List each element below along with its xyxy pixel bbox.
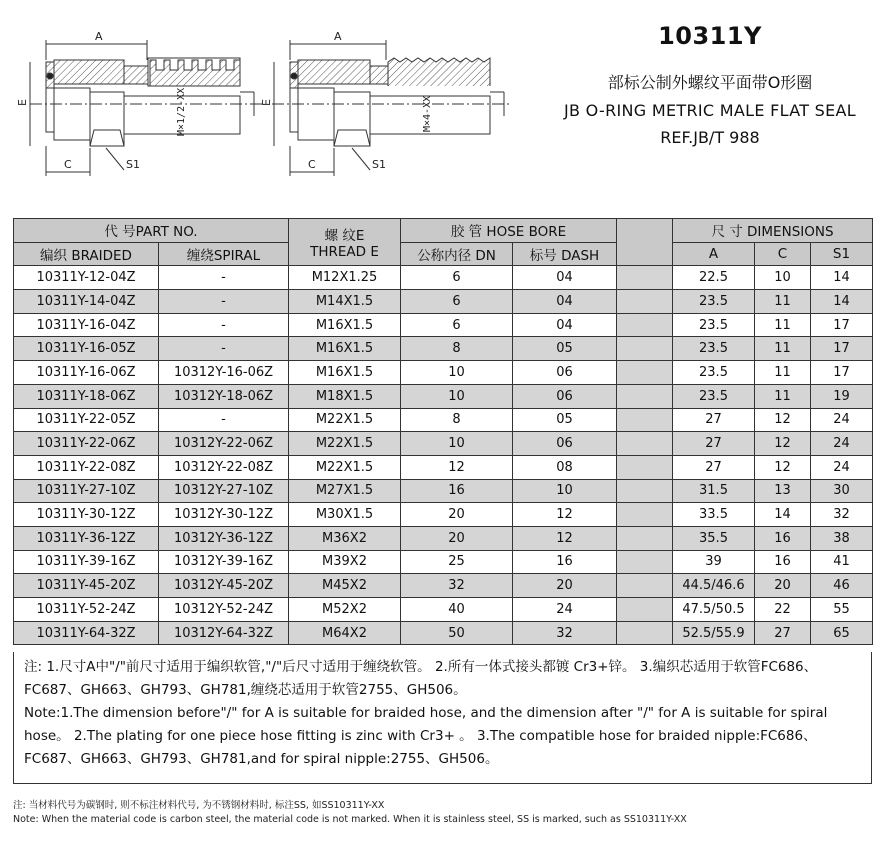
cell-s1: 24	[811, 432, 873, 456]
cell-dash: 05	[513, 408, 617, 432]
cell-braided: 10311Y-22-05Z	[14, 408, 159, 432]
cell-thread: M22X1.5	[289, 408, 401, 432]
cell-s1: 14	[811, 266, 873, 290]
header-braided: 编织 BRAIDED	[14, 242, 159, 266]
cell-thread: M64X2	[289, 621, 401, 645]
cell-c: 11	[755, 384, 811, 408]
cell-dash: 12	[513, 503, 617, 527]
note-english: Note:1.The dimension before"/" for A is suitable for braided hose, and the dimension after "/" for A is suitable for spiral hose。 2.The plating for one piece hose fitting is zinc with Cr3+ 。 3.The compatible hose for braided nipple:FC686、FC687、GH663、GH793、GH781,and for spiral nipple:2755、GH506。	[24, 705, 828, 767]
spec-table-body	[14, 266, 873, 645]
cell-spiral: 10312Y-52-24Z	[159, 598, 289, 622]
drawing1-dim-a: A	[95, 30, 103, 43]
table-row	[14, 455, 873, 479]
cell-braided: 10311Y-22-06Z	[14, 432, 159, 456]
cell-c: 11	[755, 337, 811, 361]
notes-box	[13, 652, 872, 784]
cell-a: 47.5/50.5	[673, 598, 755, 622]
cell-c: 11	[755, 361, 811, 385]
cell-braided: 10311Y-16-04Z	[14, 313, 159, 337]
drawing-braided	[30, 40, 262, 176]
cell-c: 20	[755, 574, 811, 598]
cell-dash: 04	[513, 313, 617, 337]
drawing2-thread-label: M×4-XX	[422, 95, 433, 132]
header-part-no: 代 号PART NO.	[14, 219, 289, 243]
cell-c: 27	[755, 621, 811, 645]
cell-thread: M45X2	[289, 574, 401, 598]
cell-spiral: 10312Y-22-08Z	[159, 455, 289, 479]
cell-s1: 17	[811, 337, 873, 361]
cell-c: 22	[755, 598, 811, 622]
cell-spiral: 10312Y-18-06Z	[159, 384, 289, 408]
cell-c: 11	[755, 290, 811, 314]
cell-braided: 10311Y-52-24Z	[14, 598, 159, 622]
table-row	[14, 479, 873, 503]
cell-dash: 06	[513, 384, 617, 408]
cell-dn: 20	[401, 526, 513, 550]
table-row	[14, 384, 873, 408]
table-row	[14, 337, 873, 361]
drawing1-dim-c: C	[64, 158, 72, 171]
cell-braided: 10311Y-12-04Z	[14, 266, 159, 290]
cell-dash: 10	[513, 479, 617, 503]
header-block	[560, 22, 860, 147]
header-hose-bore: 胶 管 HOSE BORE	[401, 219, 617, 243]
table-row	[14, 290, 873, 314]
cell-a: 27	[673, 455, 755, 479]
cell-braided: 10311Y-36-12Z	[14, 526, 159, 550]
cell-spiral: 10312Y-30-12Z	[159, 503, 289, 527]
cell-c: 14	[755, 503, 811, 527]
header-spiral: 缠绕SPIRAL	[159, 242, 289, 266]
cell-dn: 6	[401, 313, 513, 337]
table-row	[14, 550, 873, 574]
table-row	[14, 574, 873, 598]
table-row	[14, 361, 873, 385]
cell-dash: 12	[513, 526, 617, 550]
spec-table	[13, 218, 873, 645]
cell-dash: 16	[513, 550, 617, 574]
cell-s1: 38	[811, 526, 873, 550]
footnote-chinese: 注: 当材料代号为碳钢时, 则不标注材料代号, 为不锈钢材料时, 标注SS, 如SS10311Y-XX	[13, 800, 385, 811]
cell-spiral: 10312Y-45-20Z	[159, 574, 289, 598]
cell-dash: 24	[513, 598, 617, 622]
cell-s1: 19	[811, 384, 873, 408]
fitting-drawing-svg	[0, 0, 520, 200]
cell-spiral: 10312Y-27-10Z	[159, 479, 289, 503]
cell-a: 27	[673, 408, 755, 432]
table-row	[14, 313, 873, 337]
model-number: 10311Y	[658, 22, 762, 50]
drawing1-dim-e: E	[16, 99, 29, 106]
cell-dn: 10	[401, 432, 513, 456]
technical-drawings	[0, 0, 520, 200]
gap-cell	[617, 598, 673, 622]
cell-spiral: -	[159, 266, 289, 290]
table-row	[14, 266, 873, 290]
header-dn: 公称内径 DN	[401, 242, 513, 266]
cell-dn: 25	[401, 550, 513, 574]
cell-dn: 20	[401, 503, 513, 527]
drawing2-dim-e: E	[260, 99, 273, 106]
header-dimensions: 尺 寸 DIMENSIONS	[673, 219, 873, 243]
cell-thread: M18X1.5	[289, 384, 401, 408]
gap-cell	[617, 337, 673, 361]
drawing-spiral	[272, 40, 512, 176]
cell-spiral: -	[159, 313, 289, 337]
cell-thread: M22X1.5	[289, 432, 401, 456]
footnote-english: Note: When the material code is carbon steel, the material code is not marked. When it is stainless steel, SS is marked, such as SS10311Y-XX	[13, 814, 687, 825]
drawing2-dim-a: A	[334, 30, 342, 43]
drawing2-dim-s1: S1	[372, 158, 386, 171]
cell-s1: 17	[811, 313, 873, 337]
cell-c: 12	[755, 432, 811, 456]
gap-cell	[617, 432, 673, 456]
cell-c: 16	[755, 550, 811, 574]
header-dash: 标号 DASH	[513, 242, 617, 266]
cell-spiral: 10312Y-36-12Z	[159, 526, 289, 550]
cell-dn: 6	[401, 290, 513, 314]
gap-cell	[617, 290, 673, 314]
cell-thread: M36X2	[289, 526, 401, 550]
table-row	[14, 408, 873, 432]
cell-braided: 10311Y-30-12Z	[14, 503, 159, 527]
cell-spiral: 10312Y-39-16Z	[159, 550, 289, 574]
cell-a: 23.5	[673, 313, 755, 337]
cell-a: 52.5/55.9	[673, 621, 755, 645]
cell-s1: 24	[811, 455, 873, 479]
cell-dash: 04	[513, 266, 617, 290]
table-row	[14, 432, 873, 456]
cell-dn: 16	[401, 479, 513, 503]
cell-dash: 06	[513, 361, 617, 385]
cell-thread: M16X1.5	[289, 337, 401, 361]
header-thread-en: THREAD E	[310, 244, 379, 261]
cell-dash: 04	[513, 290, 617, 314]
cell-c: 12	[755, 455, 811, 479]
cell-a: 39	[673, 550, 755, 574]
gap-cell	[617, 574, 673, 598]
cell-a: 23.5	[673, 290, 755, 314]
cell-dn: 32	[401, 574, 513, 598]
table-row	[14, 621, 873, 645]
cell-a: 27	[673, 432, 755, 456]
gap-cell	[617, 479, 673, 503]
header-gap	[617, 219, 673, 266]
cell-spiral: -	[159, 408, 289, 432]
cell-thread: M30X1.5	[289, 503, 401, 527]
cell-s1: 14	[811, 290, 873, 314]
cell-thread: M16X1.5	[289, 361, 401, 385]
cell-s1: 30	[811, 479, 873, 503]
cell-c: 13	[755, 479, 811, 503]
cell-dn: 10	[401, 361, 513, 385]
drawing1-dim-s1: S1	[126, 158, 140, 171]
gap-cell	[617, 503, 673, 527]
cell-braided: 10311Y-27-10Z	[14, 479, 159, 503]
cell-a: 35.5	[673, 526, 755, 550]
reference-standard: REF.JB/T 988	[660, 128, 760, 147]
title-chinese: 部标公制外螺纹平面带O形圈	[607, 73, 813, 92]
gap-cell	[617, 384, 673, 408]
gap-cell	[617, 526, 673, 550]
drawing1-thread-label: M×1/2-XX	[176, 87, 187, 136]
cell-s1: 46	[811, 574, 873, 598]
cell-thread: M12X1.25	[289, 266, 401, 290]
table-row	[14, 503, 873, 527]
cell-dn: 50	[401, 621, 513, 645]
table-row	[14, 526, 873, 550]
gap-cell	[617, 550, 673, 574]
cell-dn: 6	[401, 266, 513, 290]
cell-dash: 05	[513, 337, 617, 361]
cell-thread: M27X1.5	[289, 479, 401, 503]
gap-cell	[617, 361, 673, 385]
cell-dn: 10	[401, 384, 513, 408]
cell-dash: 06	[513, 432, 617, 456]
cell-c: 16	[755, 526, 811, 550]
cell-braided: 10311Y-16-06Z	[14, 361, 159, 385]
cell-dn: 12	[401, 455, 513, 479]
title-english: JB O-RING METRIC MALE FLAT SEAL	[564, 101, 856, 120]
cell-dash: 20	[513, 574, 617, 598]
cell-s1: 24	[811, 408, 873, 432]
header-c: C	[755, 242, 811, 266]
cell-dash: 32	[513, 621, 617, 645]
cell-s1: 55	[811, 598, 873, 622]
cell-spiral: -	[159, 290, 289, 314]
cell-s1: 17	[811, 361, 873, 385]
gap-cell	[617, 408, 673, 432]
header-a: A	[673, 242, 755, 266]
cell-spiral: 10312Y-22-06Z	[159, 432, 289, 456]
cell-c: 12	[755, 408, 811, 432]
cell-braided: 10311Y-45-20Z	[14, 574, 159, 598]
cell-thread: M14X1.5	[289, 290, 401, 314]
cell-s1: 65	[811, 621, 873, 645]
cell-braided: 10311Y-18-06Z	[14, 384, 159, 408]
cell-spiral: 10312Y-64-32Z	[159, 621, 289, 645]
cell-a: 22.5	[673, 266, 755, 290]
cell-dn: 40	[401, 598, 513, 622]
table-row	[14, 598, 873, 622]
cell-thread: M22X1.5	[289, 455, 401, 479]
cell-a: 33.5	[673, 503, 755, 527]
gap-cell	[617, 313, 673, 337]
cell-spiral: 10312Y-16-06Z	[159, 361, 289, 385]
cell-thread: M52X2	[289, 598, 401, 622]
gap-cell	[617, 455, 673, 479]
cell-dash: 08	[513, 455, 617, 479]
cell-braided: 10311Y-39-16Z	[14, 550, 159, 574]
cell-spiral: -	[159, 337, 289, 361]
gap-cell	[617, 266, 673, 290]
cell-dn: 8	[401, 408, 513, 432]
header-thread-cn: 螺 纹E	[324, 228, 365, 245]
cell-a: 23.5	[673, 384, 755, 408]
cell-s1: 41	[811, 550, 873, 574]
cell-braided: 10311Y-14-04Z	[14, 290, 159, 314]
header-thread	[289, 219, 401, 266]
cell-s1: 32	[811, 503, 873, 527]
cell-a: 31.5	[673, 479, 755, 503]
cell-a: 23.5	[673, 337, 755, 361]
cell-dn: 8	[401, 337, 513, 361]
cell-braided: 10311Y-16-05Z	[14, 337, 159, 361]
header-s1: S1	[811, 242, 873, 266]
cell-a: 44.5/46.6	[673, 574, 755, 598]
note-chinese: 注: 1.尺寸A中"/"前尺寸适用于编织软管,"/"后尺寸适用于缠绕软管。 2.所有一体式接头都镀 Cr3+锌。 3.编织芯适用于软管FC686、FC687、GH663、GH793、GH781,缠绕芯适用于软管2755、GH506。	[24, 659, 818, 698]
drawing2-dim-c: C	[308, 158, 316, 171]
cell-a: 23.5	[673, 361, 755, 385]
cell-c: 10	[755, 266, 811, 290]
footnote	[13, 799, 873, 827]
cell-braided: 10311Y-22-08Z	[14, 455, 159, 479]
cell-braided: 10311Y-64-32Z	[14, 621, 159, 645]
cell-thread: M16X1.5	[289, 313, 401, 337]
cell-thread: M39X2	[289, 550, 401, 574]
cell-c: 11	[755, 313, 811, 337]
gap-cell	[617, 621, 673, 645]
